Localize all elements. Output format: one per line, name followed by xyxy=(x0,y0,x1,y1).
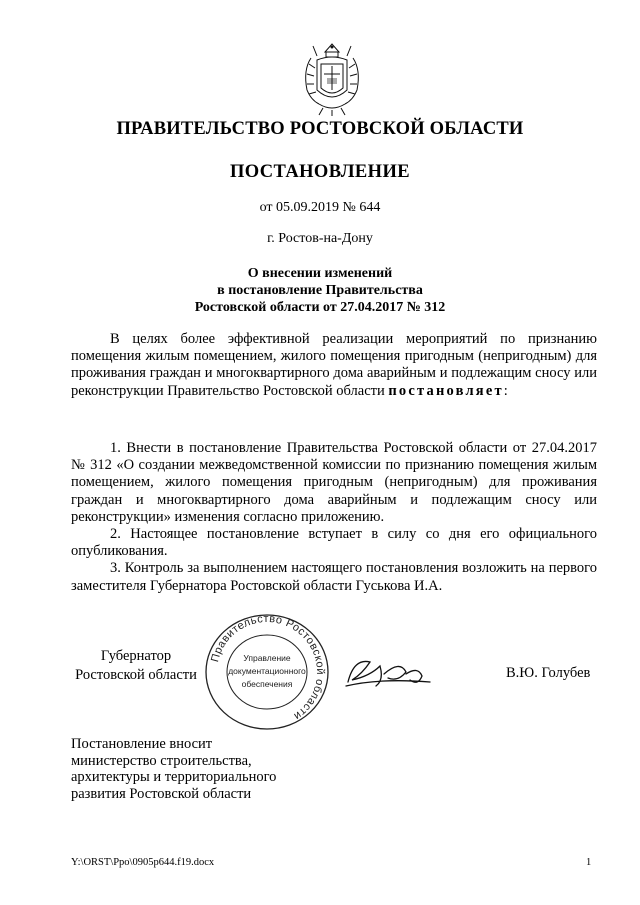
preamble-block xyxy=(71,331,597,400)
submitter-note xyxy=(71,736,331,802)
stamp-inner-line-3: обеспечения xyxy=(241,679,293,689)
document-title xyxy=(40,265,600,316)
signatory-position xyxy=(71,647,201,685)
submitter-note-line-1: Постановление вносит xyxy=(71,736,213,752)
coat-of-arms-icon xyxy=(299,38,365,116)
title-line-1: О внесении изменений xyxy=(247,266,393,281)
resolve-word: постановляет xyxy=(388,382,504,399)
city-line: г. Ростов-на-Дону xyxy=(267,231,373,246)
preamble-paragraph xyxy=(71,331,597,400)
date-number-line: от 05.09.2019 № 644 xyxy=(259,200,381,215)
submitter-note-line-3: архитектуры и территориального xyxy=(71,769,277,785)
resolution-item: 2. Настоящее постановление вступает в силу со дня его официального опубликования. xyxy=(71,526,597,560)
footer-file-path: Y:\ORST\Ppo\0905p644.f19.docx xyxy=(71,857,215,868)
stamp-inner-line-1: Управление xyxy=(243,653,291,663)
signatory-position-line-2: Ростовской области xyxy=(75,667,197,683)
preamble-text: В целях более эффективной реализации мероприятий по признанию помещения жилым помещением, жилого помещения пригодным (непригодным) для проживания граждан и многоквартирного дома аварийным и подлежащим сносу или реконструкции Правительство Ростовской области xyxy=(71,331,597,399)
resolve-suffix: : xyxy=(503,382,508,399)
document-type-heading: ПОСТАНОВЛЕНИЕ xyxy=(229,162,410,182)
submitter-note-line-4: развития Ростовской области xyxy=(71,785,252,802)
stamp-inner-line-2: документационного xyxy=(228,666,306,676)
official-stamp xyxy=(203,612,331,732)
submitter-note-line-2: министерство строительства, xyxy=(71,752,252,769)
signatory-position-line-1: Губернатор xyxy=(100,648,172,664)
page-number: 1 xyxy=(586,857,592,868)
stamp-ring-text: Правительство Ростовской области xyxy=(209,612,327,723)
resolution-item: 1. Внести в постановление Правительства Ростовской области от 27.04.2017 № 312 «О создании межведомственной комиссии по признанию помещения жилым помещением, жилого помещения пригодным (непригодным) для проживания граждан и многоквартирного дома аварийным и подлежащим сносу или реконструкции» изменения согласно приложению. xyxy=(71,440,597,525)
title-line-2: в постановление Правительства xyxy=(217,283,423,298)
title-line-3: Ростовской области от 27.04.2017 № 312 xyxy=(194,300,446,315)
handwritten-signature xyxy=(340,652,480,696)
resolution-items xyxy=(71,440,597,595)
resolution-item: 3. Контроль за выполнением настоящего постановления возложить на первого заместителя Губернатора Ростовской области Гуськова И.А. xyxy=(71,560,597,594)
signatory-name: В.Ю. Голубев xyxy=(506,665,591,681)
organization-heading: ПРАВИТЕЛЬСТВО РОСТОВСКОЙ ОБЛАСТИ xyxy=(116,119,524,139)
